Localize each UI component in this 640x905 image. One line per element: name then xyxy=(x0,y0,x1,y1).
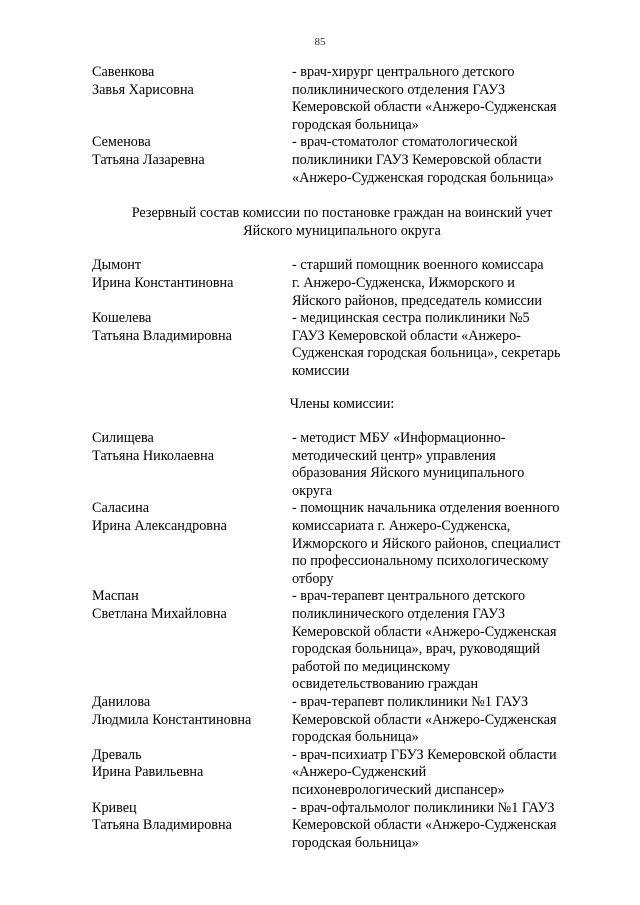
person-entry xyxy=(92,310,592,380)
person-entry xyxy=(92,694,592,747)
role-line: - методист МБУ «Информационно- xyxy=(292,430,506,447)
document-body xyxy=(92,64,592,852)
person-surname: Кошелева xyxy=(92,310,152,327)
role-line: ГАУЗ Кемеровской области «Анжеро- xyxy=(292,327,521,344)
role-line: Кемеровской области «Анжеро-Судженская xyxy=(292,99,557,116)
person-role xyxy=(292,64,592,134)
role-line: поликлинического отделения ГАУЗ xyxy=(292,81,506,98)
person-given-names: Татьяна Лазаревна xyxy=(92,151,205,168)
person-role xyxy=(292,694,592,747)
person-entry xyxy=(92,747,592,800)
role-line: Кемеровской области «Анжеро-Судженская xyxy=(292,623,557,640)
person-surname: Маспан xyxy=(92,588,139,605)
person-given-names: Татьяна Владимировна xyxy=(92,817,232,834)
role-line: - врач-стоматолог стоматологической xyxy=(292,134,518,151)
person-name xyxy=(92,310,292,380)
role-line: «Анжеро-Судженская городская больница» xyxy=(292,169,554,186)
person-given-names: Татьяна Николаевна xyxy=(92,447,215,464)
person-surname: Кривец xyxy=(92,799,137,816)
person-role xyxy=(292,430,592,500)
reserve-members xyxy=(92,430,592,852)
commission-members-continued xyxy=(92,64,592,187)
person-name xyxy=(92,134,292,187)
role-line: городская больница» xyxy=(292,116,419,133)
role-line: Ижморского и Яйского районов, специалист xyxy=(292,535,561,552)
role-line: - помощник начальника отделения военного xyxy=(292,500,560,517)
role-line: отбору xyxy=(292,570,334,587)
person-role xyxy=(292,134,592,187)
person-given-names: Светлана Михайловна xyxy=(92,606,227,623)
person-role xyxy=(292,500,592,588)
person-given-names: Завья Харисовна xyxy=(92,81,194,98)
role-line: поликлинического отделения ГАУЗ xyxy=(292,606,506,623)
role-line: освидетельствованию граждан xyxy=(292,676,479,693)
role-line: округа xyxy=(292,482,333,499)
person-role xyxy=(292,800,592,853)
role-line: «Анжеро-Судженский xyxy=(292,764,427,781)
person-name xyxy=(92,800,292,853)
role-line: городская больница» xyxy=(292,834,419,851)
person-name xyxy=(92,430,292,500)
heading-line: Яйского муниципального округа xyxy=(243,222,441,239)
role-line: Судженская городская больница», секретарь xyxy=(292,345,561,362)
person-name xyxy=(92,500,292,588)
role-line: Кемеровской области «Анжеро-Судженская xyxy=(292,711,557,728)
person-entry xyxy=(92,64,592,134)
role-line: - врач-терапевт центрального детского xyxy=(292,588,526,605)
role-line: Кемеровской области «Анжеро-Судженская xyxy=(292,817,557,834)
person-given-names: Ирина Равильевна xyxy=(92,764,204,781)
role-line: - врач-офтальмолог поликлиники №1 ГАУЗ xyxy=(292,799,555,816)
person-entry xyxy=(92,257,592,310)
role-line: психоневрологический диспансер» xyxy=(292,781,505,798)
role-line: - старший помощник военного комиссара xyxy=(292,257,544,274)
person-surname: Дымонт xyxy=(92,257,142,274)
person-name xyxy=(92,64,292,134)
person-given-names: Ирина Александровна xyxy=(92,518,227,535)
person-given-names: Татьяна Владимировна xyxy=(92,327,232,344)
role-line: по профессиональному психологическому xyxy=(292,553,549,570)
person-name xyxy=(92,694,292,747)
person-given-names: Ирина Константиновна xyxy=(92,274,234,291)
person-surname: Данилова xyxy=(92,694,151,710)
person-entry xyxy=(92,500,592,588)
person-role xyxy=(292,310,592,380)
role-line: комиссариата г. Анжеро-Судженска, xyxy=(292,518,511,535)
role-line: Яйского районов, председатель комиссии xyxy=(292,292,542,309)
role-line: - медицинская сестра поликлиники №5 xyxy=(292,310,530,327)
role-line: городская больница», врач, руководящий xyxy=(292,641,540,658)
role-line: - врач-терапевт поликлиники №1 ГАУЗ xyxy=(292,694,529,710)
members-heading: Члены комиссии: xyxy=(289,395,395,412)
person-entry xyxy=(92,430,592,500)
role-line: комиссии xyxy=(292,362,350,379)
person-surname: Древаль xyxy=(92,746,142,763)
heading-line: Резервный состав комиссии по постановке граждан на воинский учет xyxy=(131,205,553,222)
person-given-names: Людмила Константиновна xyxy=(92,711,252,728)
person-entry xyxy=(92,800,592,853)
person-role xyxy=(292,588,592,694)
role-line: образования Яйского муниципального xyxy=(292,465,525,482)
person-name xyxy=(92,588,292,694)
person-surname: Силищева xyxy=(92,430,154,447)
person-role xyxy=(292,747,592,800)
person-name xyxy=(92,747,292,800)
role-line: - врач-психиатр ГБУЗ Кемеровской области xyxy=(292,746,557,763)
role-line: г. Анжеро-Судженска, Ижморского и xyxy=(292,274,515,291)
person-role xyxy=(292,257,592,310)
role-line: работой по медицинскому xyxy=(292,658,451,675)
person-entry xyxy=(92,134,592,187)
reserve-composition-heading xyxy=(92,205,592,240)
person-name xyxy=(92,257,292,310)
page-number: 85 xyxy=(314,36,326,48)
person-surname: Савенкова xyxy=(92,64,155,80)
role-line: - врач-хирург центрального детского xyxy=(292,64,515,80)
role-line: городская больница» xyxy=(292,729,419,746)
person-surname: Семенова xyxy=(92,134,151,151)
person-entry xyxy=(92,588,592,694)
role-line: методический центр» управления xyxy=(292,447,496,464)
role-line: поликлиники ГАУЗ Кемеровской области xyxy=(292,151,542,168)
person-surname: Саласина xyxy=(92,500,150,517)
reserve-leadership xyxy=(92,257,592,380)
